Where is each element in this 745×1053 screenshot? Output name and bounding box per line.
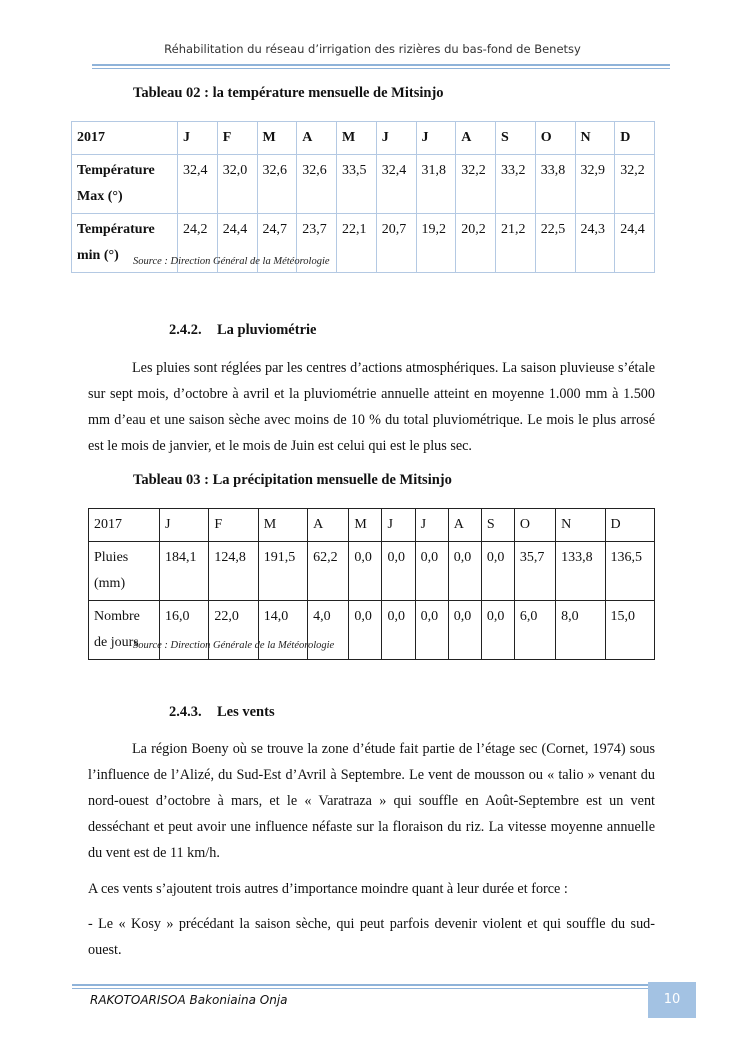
month-header: N	[556, 509, 605, 542]
table-cell: 0,0	[448, 601, 481, 660]
table-cell: 31,8	[416, 155, 456, 214]
table-cell: 32,2	[456, 155, 496, 214]
month-header: J	[416, 122, 456, 155]
month-header: J	[382, 509, 415, 542]
table-cell: 15,0	[605, 601, 654, 660]
month-header: A	[308, 509, 349, 542]
table-cell: 22,5	[535, 214, 575, 273]
table-cell: 24,2	[178, 214, 218, 273]
table02-caption: Tableau 02 : la température mensuelle de Mitsinjo	[133, 85, 444, 101]
month-header: A	[456, 122, 496, 155]
table03-caption: Tableau 03 : La précipitation mensuelle de Mitsinjo	[133, 472, 452, 488]
table-cell: 32,4	[376, 155, 416, 214]
table-cell: 21,2	[496, 214, 536, 273]
month-header: S	[481, 509, 514, 542]
table-cell: 23,7	[297, 214, 337, 273]
table-cell: 16,0	[160, 601, 209, 660]
month-header: J	[178, 122, 218, 155]
table-cell: 0,0	[481, 601, 514, 660]
month-header: M	[349, 509, 382, 542]
month-header: S	[496, 122, 536, 155]
table-header-row	[72, 122, 655, 155]
month-header: J	[415, 509, 448, 542]
month-header: M	[337, 122, 377, 155]
table-cell: 32,2	[615, 155, 655, 214]
table-cell: 0,0	[382, 601, 415, 660]
table-cell: 133,8	[556, 542, 605, 601]
precipitation-table	[88, 508, 655, 660]
month-header: M	[258, 509, 307, 542]
table-cell: 33,2	[496, 155, 536, 214]
footer-author: RAKOTOARISOA Bakoniaina Onja	[90, 993, 288, 1007]
table-cell: 19,2	[416, 214, 456, 273]
table-cell: 33,5	[337, 155, 377, 214]
table-cell: 0,0	[349, 542, 382, 601]
section-heading-vents	[169, 704, 275, 721]
table-row	[89, 542, 655, 601]
row-label: Nombre de jours	[89, 601, 160, 660]
table-cell: 33,8	[535, 155, 575, 214]
paragraph-pluviometrie: Les pluies sont réglées par les centres d’actions atmosphériques. La saison pluvieuse s’étale sur sept mois, d’octobre à avril et la pluviométrie annuelle atteint en moyenne 1.000 mm à 1.500 mm d’eau et une saison sèche avec moins de 10 % du total pluviométrique. Le mois le plus arrosé est le mois de janvier, et le mois de Juin est celui qui est le plus sec.	[88, 360, 655, 454]
table-cell: 32,6	[257, 155, 297, 214]
table-cell: 0,0	[349, 601, 382, 660]
table-cell: 24,4	[217, 214, 257, 273]
header-rule	[92, 64, 670, 66]
header-rule-thin	[92, 68, 670, 69]
table-cell: 32,0	[217, 155, 257, 214]
month-header: J	[160, 509, 209, 542]
table-cell: 124,8	[209, 542, 258, 601]
running-header: Réhabilitation du réseau d’irrigation des rizières du bas-fond de Benetsy	[164, 42, 581, 56]
table-cell: 136,5	[605, 542, 654, 601]
table02-source: Source : Direction Général de la Météorologie	[133, 256, 330, 267]
month-header: D	[605, 509, 654, 542]
paragraph-vents-1: La région Boeny où se trouve la zone d’étude fait partie de l’étage sec (Cornet, 1974) sous l’influence de l’Alizé, du Sud-Est d’Avril à Septembre. Le vent de mousson ou « talio » venant du nord-ouest d’octobre à mars, et le « Varatraza » qui souffle en Août-Septembre est un vent desséchant et peut avoir une influence néfaste sur la floraison du riz. La vitesse moyenne annuelle du vent est de 11 km/h.	[88, 741, 655, 861]
table-cell: 0,0	[382, 542, 415, 601]
month-header: J	[376, 122, 416, 155]
table-cell: 191,5	[258, 542, 307, 601]
section-heading-pluviometrie	[169, 322, 316, 339]
footer-rule-thin	[72, 988, 648, 989]
table-cell: 24,7	[257, 214, 297, 273]
month-header: N	[575, 122, 615, 155]
footer-rule	[72, 984, 648, 986]
section-number: 2.4.3.	[169, 704, 202, 720]
table03-source: Source : Direction Générale de la Météorologie	[133, 640, 335, 651]
row-label: Température min (°)	[72, 214, 178, 273]
year-cell: 2017	[89, 509, 160, 542]
section-title: Les vents	[217, 704, 275, 720]
temperature-table	[71, 121, 655, 273]
row-label: Température Max (°)	[72, 155, 178, 214]
month-header: F	[217, 122, 257, 155]
table-cell: 0,0	[415, 542, 448, 601]
table-cell: 0,0	[415, 601, 448, 660]
table-cell: 20,7	[376, 214, 416, 273]
table-cell: 4,0	[308, 601, 349, 660]
paragraph-vents-2: A ces vents s’ajoutent trois autres d’importance moindre quant à leur durée et force :	[88, 881, 568, 897]
month-header: M	[257, 122, 297, 155]
month-header: A	[448, 509, 481, 542]
table-cell: 32,6	[297, 155, 337, 214]
table-cell: 184,1	[160, 542, 209, 601]
month-header: O	[535, 122, 575, 155]
table-cell: 0,0	[481, 542, 514, 601]
table-cell: 8,0	[556, 601, 605, 660]
month-header: F	[209, 509, 258, 542]
table-cell: 62,2	[308, 542, 349, 601]
table-cell: 6,0	[514, 601, 555, 660]
table-cell: 22,1	[337, 214, 377, 273]
table-cell: 14,0	[258, 601, 307, 660]
paragraph-vents-3: - Le « Kosy » précédant la saison sèche, qui peut parfois devenir violent et qui souffle du sud-ouest.	[88, 916, 655, 958]
section-title: La pluviométrie	[217, 322, 317, 338]
year-cell: 2017	[72, 122, 178, 155]
table-row	[72, 155, 655, 214]
table-header-row	[89, 509, 655, 542]
row-label: Pluies (mm)	[89, 542, 160, 601]
table-cell: 24,3	[575, 214, 615, 273]
table-cell: 22,0	[209, 601, 258, 660]
table-cell: 0,0	[448, 542, 481, 601]
month-header: O	[514, 509, 555, 542]
table-cell: 35,7	[514, 542, 555, 601]
table-cell: 32,4	[178, 155, 218, 214]
page-number: 10	[663, 992, 681, 1007]
month-header: A	[297, 122, 337, 155]
section-number: 2.4.2.	[169, 322, 202, 338]
table-cell: 32,9	[575, 155, 615, 214]
table-cell: 24,4	[615, 214, 655, 273]
month-header: D	[615, 122, 655, 155]
table-cell: 20,2	[456, 214, 496, 273]
